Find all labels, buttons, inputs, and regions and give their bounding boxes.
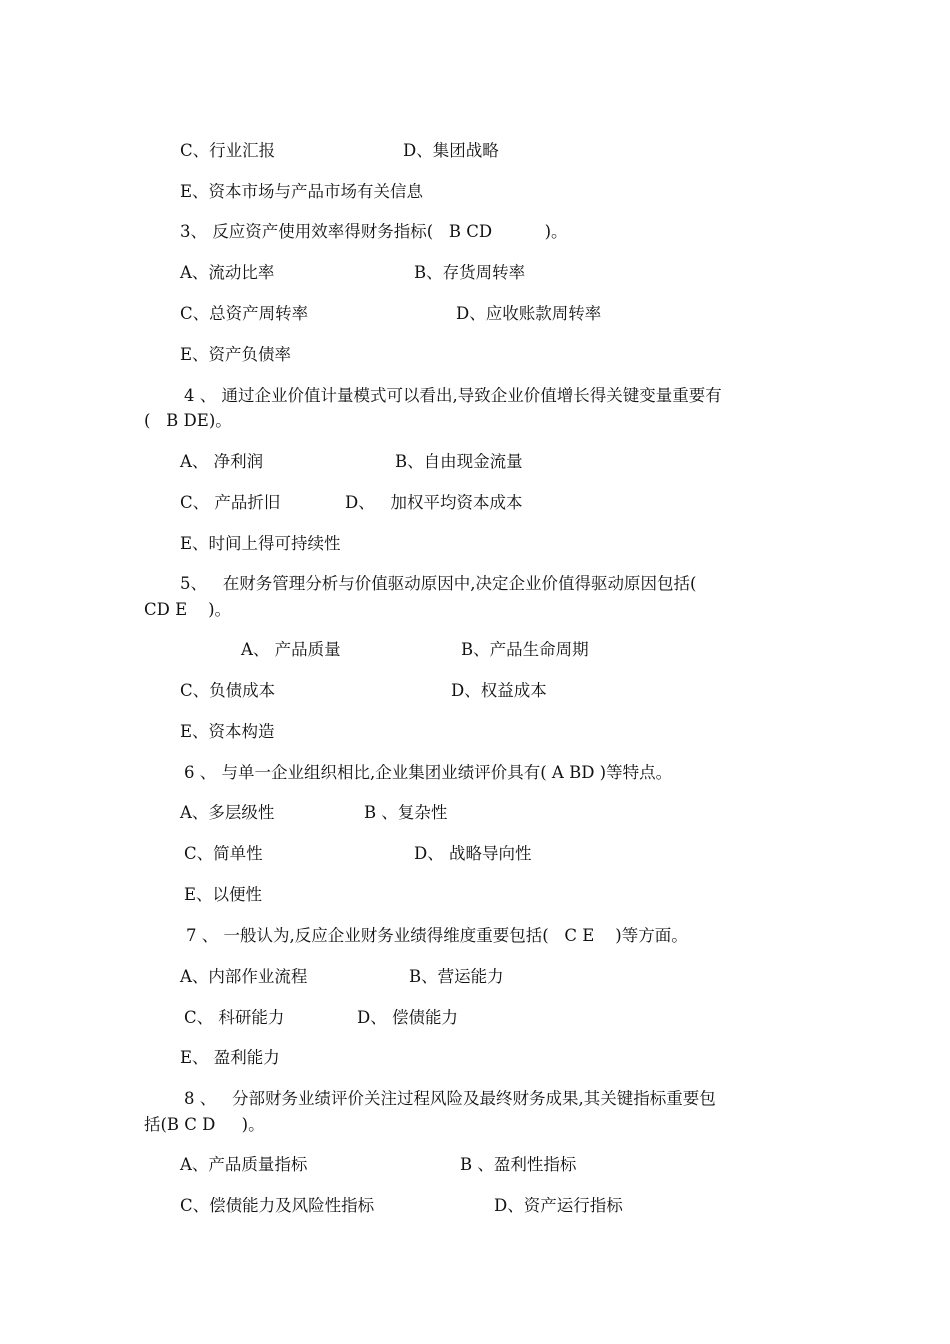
q3-option-b: B、存货周转率 (414, 263, 526, 282)
q8-option-b: B 、盈利性指标 (460, 1155, 577, 1174)
q4-stem-line2: ( B DE)。 (144, 411, 232, 430)
q4-stem-line1: 4 、 通过企业价值计量模式可以看出,导致企业价值增长得关键变量重要有 (184, 386, 722, 405)
q6-stem: 6 、 与单一企业组织相比,企业集团业绩评价具有( A BD )等特点。 (184, 763, 673, 782)
q5-option-d: D、权益成本 (451, 681, 547, 700)
q8-option-c: C、偿债能力及风险性指标 (180, 1196, 375, 1215)
q3-option-e: E、资产负债率 (180, 345, 292, 364)
q7-stem: 7 、 一般认为,反应企业财务业绩得维度重要包括( C E )等方面。 (186, 926, 688, 945)
q6-option-b: B 、复杂性 (364, 803, 448, 822)
q3-option-a: A、流动比率 (180, 263, 275, 282)
q5-option-b: B、产品生命周期 (461, 640, 589, 659)
q8-option-a: A、产品质量指标 (180, 1155, 308, 1174)
q8-stem-line2: 括(B C D )。 (144, 1115, 265, 1134)
q5-option-a: A、 产品质量 (241, 640, 341, 659)
q3-stem: 3、 反应资产使用效率得财务指标( B CD )。 (180, 222, 568, 241)
q5-stem-line2: CD E )。 (144, 600, 232, 619)
q7-option-b: B、营运能力 (409, 967, 504, 986)
q6-option-c: C、简单性 (184, 844, 263, 863)
q7-option-a: A、内部作业流程 (180, 967, 308, 986)
q2-option-d: D、集团战略 (403, 141, 499, 160)
q6-option-d: D、 战略导向性 (414, 844, 532, 863)
q4-option-b: B、自由现金流量 (395, 452, 523, 471)
q5-stem-line1: 5、 在财务管理分析与价值驱动原因中,决定企业价值得驱动原因包括( (180, 574, 697, 593)
q3-option-d: D、应收账款周转率 (456, 304, 602, 323)
q6-option-e: E、以便性 (184, 885, 263, 904)
q4-option-c: C、 产品折旧 (180, 493, 281, 512)
q5-option-c: C、负债成本 (180, 681, 276, 700)
q7-option-d: D、 偿债能力 (357, 1008, 458, 1027)
q6-option-a: A、多层级性 (180, 803, 275, 822)
q2-option-e: E、资本市场与产品市场有关信息 (180, 182, 424, 201)
q8-option-d: D、资产运行指标 (494, 1196, 623, 1215)
q2-option-c: C、行业汇报 (180, 141, 276, 160)
q7-option-e: E、 盈利能力 (180, 1048, 280, 1067)
q4-option-a: A、 净利润 (180, 452, 264, 471)
q4-option-d: D、 加权平均资本成本 (345, 493, 523, 512)
q5-option-e: E、资本构造 (180, 722, 275, 741)
q3-option-c: C、总资产周转率 (180, 304, 309, 323)
q8-stem-line1: 8 、 分部财务业绩评价关注过程风险及最终财务成果,其关键指标重要包 (184, 1089, 716, 1108)
q4-option-e: E、时间上得可持续性 (180, 534, 341, 553)
q7-option-c: C、 科研能力 (184, 1008, 285, 1027)
